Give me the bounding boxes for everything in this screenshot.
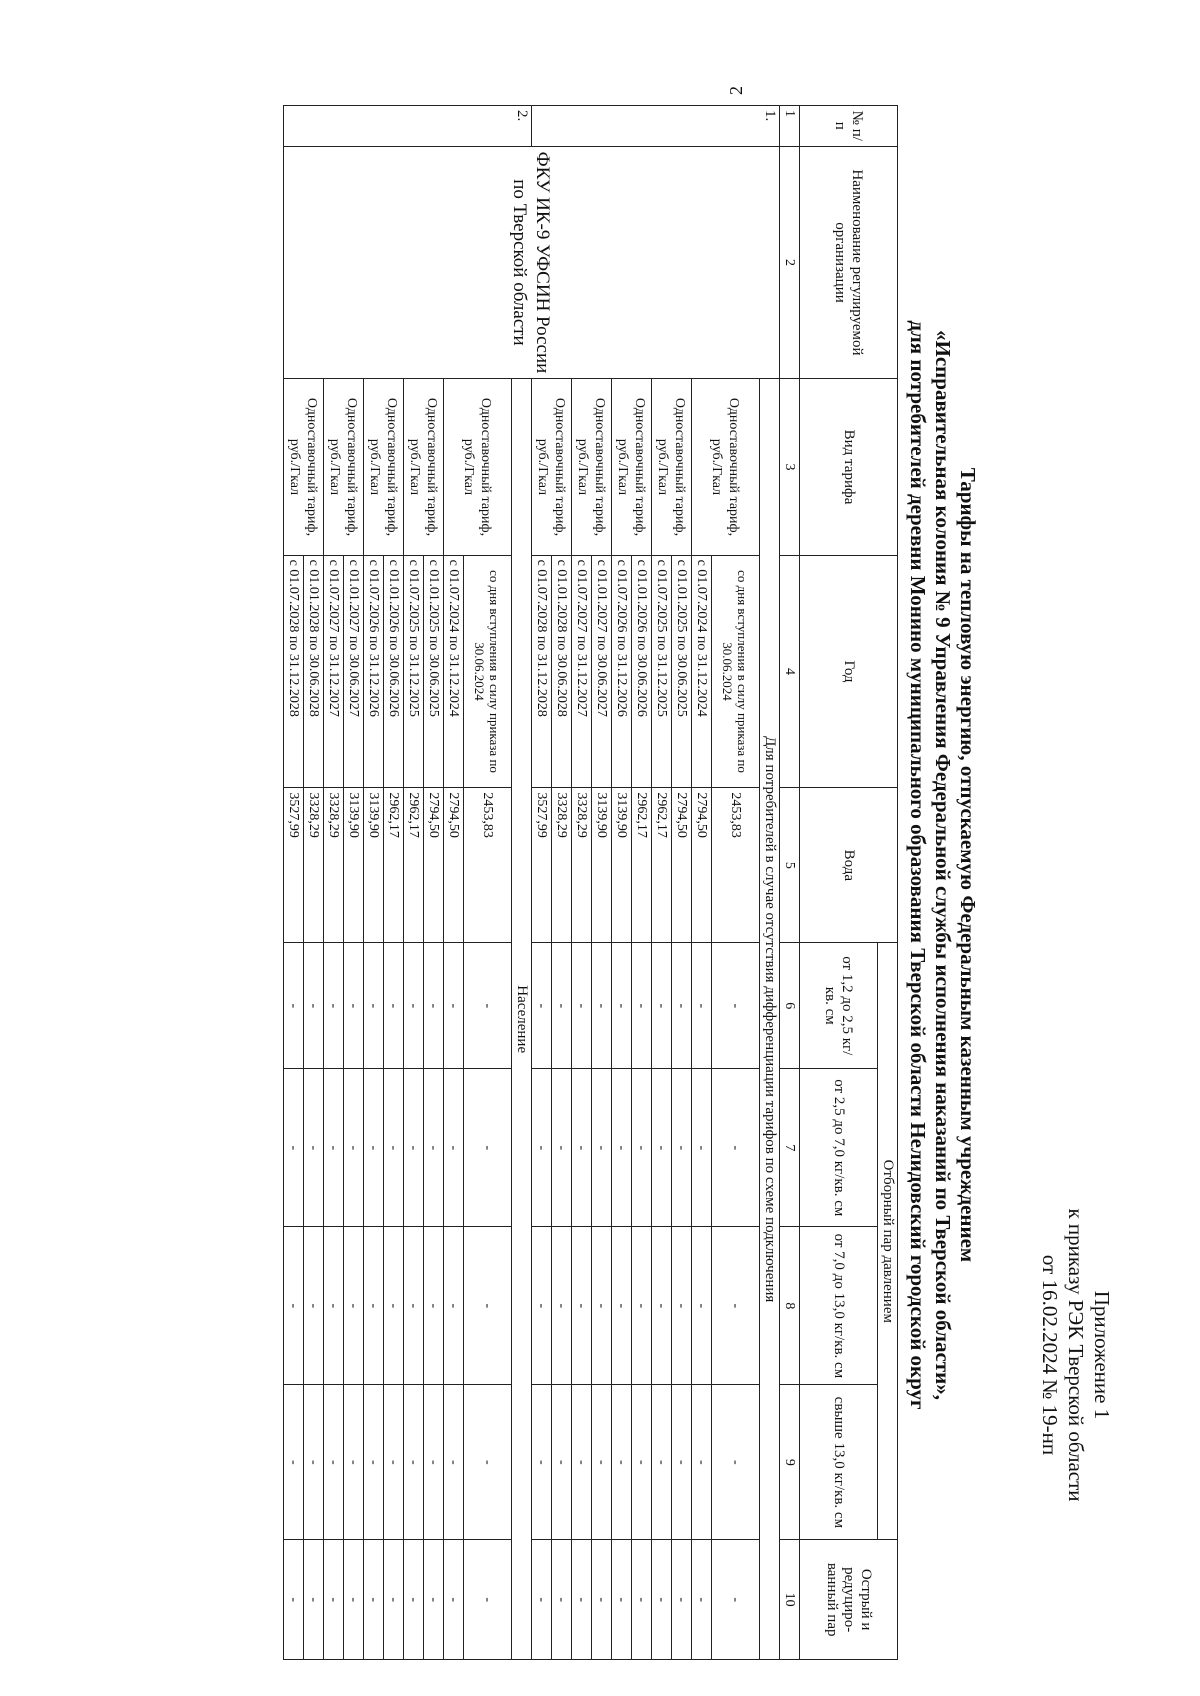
tariff-type-cell: Одноставочный тариф, руб./Гкал	[444, 379, 512, 555]
header-steam-group: Отборный пар давлением	[878, 943, 898, 1540]
empty-value: -	[404, 1227, 424, 1385]
water-value: 3328,29	[324, 788, 344, 943]
empty-value: -	[692, 1540, 712, 1660]
empty-value: -	[632, 1385, 652, 1540]
empty-value: -	[364, 1227, 384, 1385]
empty-value: -	[304, 1227, 324, 1385]
group-number: 1.	[532, 106, 780, 147]
group-number: 2.	[284, 106, 532, 147]
water-value: 2794,50	[672, 788, 692, 943]
water-value: 3527,99	[284, 788, 304, 943]
page-number: 2	[726, 86, 746, 95]
empty-value: -	[572, 1227, 592, 1385]
empty-value: -	[652, 1227, 672, 1385]
empty-value: -	[692, 1385, 712, 1540]
empty-value: -	[672, 1540, 692, 1660]
empty-value: -	[404, 1385, 424, 1540]
empty-value: -	[592, 1069, 612, 1227]
year-cell: с 01.07.2028 по 31.12.2028	[284, 555, 304, 788]
title-line: «Исправительная колония № 9 Управления Федеральной службы исполнения наказаний по Тверской области»,	[931, 330, 955, 1400]
year-cell: с 01.01.2028 по 30.06.2028	[304, 555, 324, 788]
year-cell: с 01.07.2027 по 31.12.2027	[572, 555, 592, 788]
year-cell: с 01.07.2028 по 31.12.2028	[532, 555, 552, 788]
water-value: 3139,90	[612, 788, 632, 943]
empty-value: -	[284, 1069, 304, 1227]
water-value: 3328,29	[552, 788, 572, 943]
water-value: 2794,50	[692, 788, 712, 943]
empty-value: -	[344, 1227, 364, 1385]
column-number: 1	[780, 106, 800, 147]
empty-value: -	[324, 1227, 344, 1385]
empty-value: -	[464, 1385, 512, 1540]
empty-value: -	[672, 943, 692, 1069]
header-org: Наименование регулируемой организации	[800, 146, 898, 379]
empty-value: -	[712, 1227, 760, 1385]
empty-value: -	[364, 1069, 384, 1227]
empty-value: -	[384, 1385, 404, 1540]
year-cell: с 01.07.2026 по 31.12.2026	[364, 555, 384, 788]
water-value: 2962,17	[384, 788, 404, 943]
group-row	[760, 106, 780, 1660]
empty-value: -	[464, 1069, 512, 1227]
empty-value: -	[344, 1069, 364, 1227]
empty-value: -	[444, 1227, 464, 1385]
column-number: 6	[780, 943, 800, 1069]
empty-value: -	[464, 1227, 512, 1385]
group-label: Для потребителей в случае отсутствия дифференциации тарифов по схеме подключения	[760, 379, 780, 1660]
empty-value: -	[692, 1227, 712, 1385]
empty-value: -	[532, 943, 552, 1069]
year-cell: с 01.07.2027 по 31.12.2027	[324, 555, 344, 788]
tariff-table	[283, 105, 898, 1660]
column-number: 4	[780, 555, 800, 788]
header-water: Вода	[800, 788, 898, 943]
water-value: 2794,50	[424, 788, 444, 943]
tariff-type-cell: Одноставочный тариф, руб./Гкал	[324, 379, 364, 555]
water-value: 3328,29	[304, 788, 324, 943]
title-line: для потребителей деревни Монино муниципального образования Тверской области Нелидовский городской округ	[906, 320, 930, 1410]
column-number: 10	[780, 1540, 800, 1660]
empty-value: -	[404, 1069, 424, 1227]
organization-name: ФКУ ИК-9 УФСИН России по Тверской области	[284, 146, 780, 379]
empty-value: -	[572, 943, 592, 1069]
empty-value: -	[632, 943, 652, 1069]
empty-value: -	[384, 943, 404, 1069]
water-value: 3139,90	[592, 788, 612, 943]
year-cell: с 01.07.2024 по 31.12.2024	[444, 555, 464, 788]
empty-value: -	[384, 1540, 404, 1660]
year-cell: с 01.07.2025 по 31.12.2025	[404, 555, 424, 788]
column-number: 5	[780, 788, 800, 943]
water-value: 3527,99	[532, 788, 552, 943]
year-cell: с 01.01.2026 по 30.06.2026	[384, 555, 404, 788]
year-cell: с 01.07.2025 по 31.12.2025	[652, 555, 672, 788]
year-cell: с 01.01.2028 по 30.06.2028	[552, 555, 572, 788]
empty-value: -	[324, 1385, 344, 1540]
year-cell: с 01.01.2027 по 30.06.2027	[344, 555, 364, 788]
empty-value: -	[364, 943, 384, 1069]
empty-value: -	[324, 1069, 344, 1227]
empty-value: -	[612, 943, 632, 1069]
rotated-document	[0, 45, 1170, 1685]
empty-value: -	[692, 1069, 712, 1227]
empty-value: -	[692, 943, 712, 1069]
column-number-row	[780, 106, 800, 1660]
appendix-block	[1037, 1095, 1115, 1615]
empty-value: -	[592, 1540, 612, 1660]
empty-value: -	[612, 1540, 632, 1660]
empty-value: -	[672, 1227, 692, 1385]
empty-value: -	[424, 943, 444, 1069]
empty-value: -	[532, 1227, 552, 1385]
water-value: 2962,17	[632, 788, 652, 943]
tariff-type-cell: Одноставочный тариф, руб./Гкал	[364, 379, 404, 555]
water-value: 3139,90	[344, 788, 364, 943]
empty-value: -	[324, 943, 344, 1069]
empty-value: -	[404, 1540, 424, 1660]
empty-value: -	[632, 1227, 652, 1385]
year-cell: с 01.01.2027 по 30.06.2027	[592, 555, 612, 788]
header-pressure-1: от 1,2 до 2,5 кг/кв. см	[800, 943, 878, 1069]
column-number: 3	[780, 379, 800, 555]
empty-value: -	[632, 1540, 652, 1660]
empty-value: -	[712, 1385, 760, 1540]
table-body	[284, 106, 780, 1660]
empty-value: -	[284, 943, 304, 1069]
tariff-type-cell: Одноставочный тариф, руб./Гкал	[572, 379, 612, 555]
empty-value: -	[592, 1227, 612, 1385]
empty-value: -	[344, 1385, 364, 1540]
tariff-type-cell: Одноставочный тариф, руб./Гкал	[612, 379, 652, 555]
empty-value: -	[612, 1069, 632, 1227]
column-number: 2	[780, 146, 800, 379]
header-pressure-4: свыше 13,0 кг/кв. см	[800, 1385, 878, 1540]
empty-value: -	[612, 1385, 632, 1540]
empty-value: -	[572, 1069, 592, 1227]
empty-value: -	[304, 1540, 324, 1660]
empty-value: -	[592, 1385, 612, 1540]
empty-value: -	[364, 1540, 384, 1660]
empty-value: -	[632, 1069, 652, 1227]
empty-value: -	[364, 1385, 384, 1540]
appendix-line: от 16.02.2024 № 19-нп	[1038, 1254, 1062, 1456]
empty-value: -	[592, 943, 612, 1069]
empty-value: -	[552, 1227, 572, 1385]
empty-value: -	[424, 1385, 444, 1540]
title-line: Тарифы на тепловую энергию, отпускаемую Федеральным казенным учреждением	[956, 467, 980, 1263]
header-sharp-steam: Острый и редуциро-ванный пар	[800, 1540, 898, 1660]
empty-value: -	[384, 1227, 404, 1385]
water-value: 2962,17	[652, 788, 672, 943]
empty-value: -	[464, 1540, 512, 1660]
empty-value: -	[344, 1540, 364, 1660]
empty-value: -	[424, 1069, 444, 1227]
header-pressure-3: от 7,0 до 13,0 кг/кв. см	[800, 1227, 878, 1385]
empty-value: -	[304, 1385, 324, 1540]
water-value: 2453,83	[712, 788, 760, 943]
empty-value: -	[284, 1227, 304, 1385]
tariff-type-cell: Одноставочный тариф, руб./Гкал	[532, 379, 572, 555]
header-pressure-2: от 2,5 до 7,0 кг/кв. см	[800, 1069, 878, 1227]
empty-value: -	[652, 943, 672, 1069]
year-cell: с 01.01.2025 по 30.06.2025	[424, 555, 444, 788]
empty-value: -	[424, 1227, 444, 1385]
year-cell: с 01.01.2025 по 30.06.2025	[672, 555, 692, 788]
empty-value: -	[464, 943, 512, 1069]
water-value: 2794,50	[444, 788, 464, 943]
empty-value: -	[304, 943, 324, 1069]
empty-value: -	[612, 1227, 632, 1385]
appendix-line: Приложение 1	[1090, 1290, 1114, 1420]
empty-value: -	[712, 1540, 760, 1660]
water-value: 2962,17	[404, 788, 424, 943]
empty-value: -	[572, 1540, 592, 1660]
water-value: 3139,90	[364, 788, 384, 943]
year-cell: со дня вступления в силу приказа по 30.06.2024	[464, 555, 512, 788]
year-cell: со дня вступления в силу приказа по 30.06.2024	[712, 555, 760, 788]
empty-value: -	[552, 1069, 572, 1227]
empty-value: -	[652, 1385, 672, 1540]
empty-value: -	[324, 1540, 344, 1660]
empty-value: -	[424, 1540, 444, 1660]
column-number: 8	[780, 1227, 800, 1385]
empty-value: -	[304, 1069, 324, 1227]
empty-value: -	[572, 1385, 592, 1540]
empty-value: -	[652, 1069, 672, 1227]
empty-value: -	[672, 1069, 692, 1227]
empty-value: -	[284, 1385, 304, 1540]
empty-value: -	[672, 1385, 692, 1540]
empty-value: -	[284, 1540, 304, 1660]
header-year: Год	[800, 555, 898, 788]
year-cell: с 01.01.2026 по 30.06.2026	[632, 555, 652, 788]
empty-value: -	[444, 1540, 464, 1660]
year-cell: с 01.07.2026 по 31.12.2026	[612, 555, 632, 788]
tariff-type-cell: Одноставочный тариф, руб./Гкал	[284, 379, 324, 555]
tariff-type-cell: Одноставочный тариф, руб./Гкал	[652, 379, 692, 555]
empty-value: -	[384, 1069, 404, 1227]
empty-value: -	[552, 1385, 572, 1540]
empty-value: -	[532, 1069, 552, 1227]
empty-value: -	[444, 1069, 464, 1227]
tariff-type-cell: Одноставочный тариф, руб./Гкал	[692, 379, 760, 555]
column-number: 9	[780, 1385, 800, 1540]
year-cell: с 01.07.2024 по 31.12.2024	[692, 555, 712, 788]
empty-value: -	[552, 1540, 572, 1660]
tariff-type-cell: Одноставочный тариф, руб./Гкал	[404, 379, 444, 555]
empty-value: -	[532, 1540, 552, 1660]
document-title	[905, 45, 980, 1685]
header-tariff-type: Вид тарифа	[800, 379, 898, 555]
group-label: Население	[512, 379, 532, 1660]
header-num: № п/ п	[800, 106, 898, 147]
empty-value: -	[552, 943, 572, 1069]
appendix-line: к приказу РЭК Тверской области	[1064, 1208, 1088, 1502]
empty-value: -	[712, 1069, 760, 1227]
empty-value: -	[652, 1540, 672, 1660]
empty-value: -	[444, 1385, 464, 1540]
empty-value: -	[344, 943, 364, 1069]
empty-value: -	[712, 943, 760, 1069]
empty-value: -	[532, 1385, 552, 1540]
empty-value: -	[404, 943, 424, 1069]
water-value: 2453,83	[464, 788, 512, 943]
column-number: 7	[780, 1069, 800, 1227]
empty-value: -	[444, 943, 464, 1069]
water-value: 3328,29	[572, 788, 592, 943]
